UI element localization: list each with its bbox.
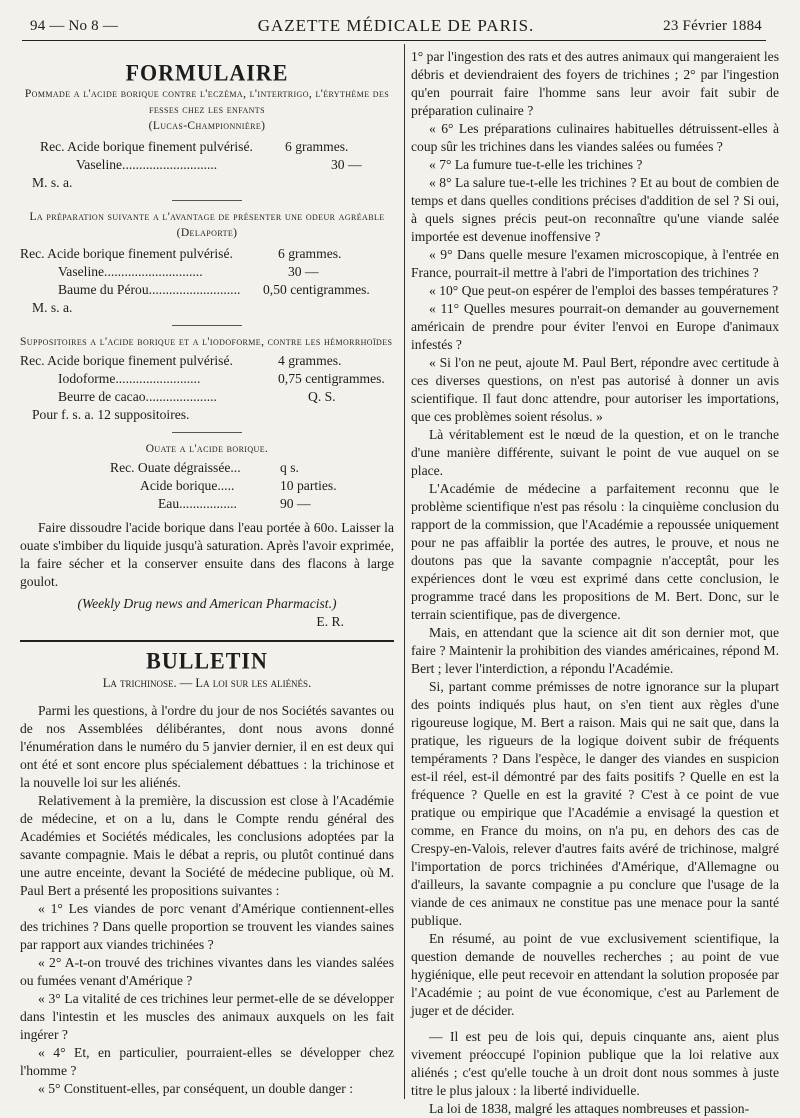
bulletin-paragraph: « 1° Les viandes de porc venant d'Amérique contiennent-elles des trichines ? Dans quelle proportion se trouvent les viandes saines par rapport aux viandes trichinées ? (20, 901, 394, 952)
bulletin-paragraph: Relativement à la première, la discussion est close à l'Académie de médecine, et on a lu, dans le Compte rendu général des Académies et Sociétés médicales, les conclusions adoptées par la savante compagnie. Mais le débat a repris, ou plutôt continué dans une autre enceinte, devant la Société de médecine publique, où M. Paul Bert a présenté les propositions suivantes : (20, 793, 394, 898)
bulletin-paragraph: Parmi les questions, à l'ordre du jour de nos Sociétés savantes ou de nos Assemblées délibérantes, dont nous avons donné l'énumération dans le numéro du 5 janvier dernier, il en est deux qui ont été et sont encore plus spécialement débattues : la trichinose et la nouvelle loi sur les aliénés. (20, 703, 394, 790)
rx1-line: M. s. a. (32, 175, 73, 190)
bulletin-paragraph: « 9° Dans quelle mesure l'examen microscopique, à l'entrée en France, pourrait-il mettre à l'abri de l'importation des trichines ? (411, 247, 779, 280)
bulletin-paragraph: 1° par l'ingestion des rats et des autres animaux qui mangeraient les débris et deviendraient des foyers de trichines ; 2° par l'ingestion qu'en pourrait faire l'homme sans leur avoir fait subir de préparation culinaire ? (411, 49, 779, 118)
rx1-line: Rec. Acide borique finement pulvérisé. 6 grammes. (40, 139, 349, 154)
formulaire-signature: E. R. (316, 614, 344, 629)
column-divider (404, 44, 405, 1099)
left-column (20, 50, 394, 1098)
rx3-line: Pour f. s. a. 12 suppositoires. (32, 407, 190, 422)
separator (172, 200, 242, 201)
rx4-heading: Ouate a l'acide borique. (145, 443, 269, 455)
rx2-author: (Delaporte) (176, 227, 238, 239)
rx2-list (20, 245, 394, 317)
rx3-line: Iodoforme......................... 0,75 centigrammes. (58, 371, 385, 386)
rx3-heading: Suppositoires a l'acide borique et a l'iodoforme, contre les hémorrhoïdes (20, 336, 393, 348)
rx3-line: Beurre de cacao..................... Q. S. (58, 389, 336, 404)
formulaire-title: FORMULAIRE (125, 59, 289, 86)
rx4-instructions: Faire dissoudre l'acide borique dans l'eau portée à 60o. Laisser la ouate s'imbiber du liquide jusqu'à saturation. Après l'avoir exprimée, la faire sécher et la conserver ensuite dans des flacons à large goulot. (20, 520, 394, 589)
bulletin-title: BULLETIN (146, 647, 268, 674)
rx1-line: Vaseline............................ 30 — (76, 157, 362, 172)
rx4-line: Acide borique..... 10 parties. (140, 478, 337, 493)
bulletin-paragraph: « Si l'on ne peut, ajoute M. Paul Bert, répondre avec certitude à ces diverses questions, on n'est pas autorisé à donner un avis scientifique. Il faut donc attendre, pour autoriser les importations, que ces problèmes soient résolus. » (411, 355, 779, 424)
bulletin-paragraph: « 5° Constituent-elles, par conséquent, un double danger : (38, 1081, 353, 1096)
bulletin-paragraph: « 3° La vitalité de ces trichines leur permet-elle de se développer dans l'intestin et les muscles des animaux auxquels on les fait ingérer ? (20, 991, 394, 1042)
bulletin-paragraph: Mais, en attendant que la science ait dit son dernier mot, que faire ? Maintenir la prohibition des viandes américaines, répond M. Bert ; lever l'interdiction, a répondu l'Académie. (411, 625, 779, 676)
bulletin-paragraph: « 11° Quelles mesures pourrait-on demander au gouvernement américain de prendre pour éviter l'envoi en Europe d'animaux infestés ? (411, 301, 779, 352)
page-header (30, 14, 762, 42)
rx4-source: (Weekly Drug news and American Pharmacist.) (77, 596, 337, 611)
rx4-line: Rec. Ouate dégraissée... q s. (110, 460, 299, 475)
bulletin-paragraph: Si, partant comme prémisses de notre ignorance sur la plupart des points indiqués plus haut, on s'en tient aux règles d'une rigoureuse logique, M. Bert a raison. Mais qui ne sait que, dans la pratique, les rigueurs de la logique doivent subir de fréquents tempéraments ? Dans l'espèce, le danger des viandes en suspicion est-il réel, est-il démontré par des faits positifs ? Quelle en est la fréquence ? Quelle en est la gravité ? C'est à ce point de vue pratique ou empirique que l'Académie a envisagé la question et comme, en France du moins, on n'a pu, en dehors des cas de Crespy-en-Valois, relever d'autres faits avéré de trichinose, malgré l'importation de porcs trichinées d'Amérique, d'Allemagne ou d'ailleurs, la savante compagnie a pu conclure que l'usage de la viande de ces animaux ne constitue pas une menace pour la santé publique. (411, 679, 779, 928)
rx1-list (20, 138, 394, 192)
rx2-heading: La préparation suivante a l'avantage de présenter une odeur agréable (29, 211, 385, 223)
rx2-line: Baume du Pérou........................... 0,50 centigrammes. (58, 282, 370, 297)
bulletin-paragraph: « 4° Et, en particulier, pourraient-elles se développer chez l'homme ? (20, 1045, 394, 1078)
rx4-list (20, 459, 394, 513)
bulletin-paragraph: La loi de 1838, malgré les attaques nombreuses et passion- (429, 1101, 750, 1116)
bulletin-paragraph: « 6° Les préparations culinaires habituelles détruissent-elles à coup sûr les trichines dans les viandes salées ou fumées ? (411, 121, 779, 154)
rx2-line: Vaseline............................. 30 — (58, 264, 319, 279)
journal-title: GAZETTE MÉDICALE DE PARIS. (257, 16, 535, 35)
bulletin-paragraph: « 7° La fumure tue-t-elle les trichines ? (429, 157, 643, 172)
bulletin-subtitle: La trichinose. — La loi sur les aliénés. (102, 676, 312, 690)
separator (172, 325, 242, 326)
rx2-line: M. s. a. (32, 300, 73, 315)
rx3-list (20, 352, 394, 424)
separator (172, 432, 242, 433)
right-column (411, 48, 779, 1118)
header-rule (22, 40, 766, 41)
rx1-heading: Pommade a l'acide borique contre l'eczéma, l'intertrigo, l'érythème des fesses chez les enfants (24, 88, 390, 116)
section-rule (20, 640, 394, 642)
rx2-line: Rec. Acide borique finement pulvérisé. 6 grammes. (20, 246, 342, 261)
issue-date: 23 Février 1884 (663, 18, 762, 34)
rx1-author: (Lucas-Championnière) (148, 120, 266, 132)
bulletin-paragraph: En résumé, au point de vue exclusivement scientifique, la question demande de nouvelles recherches ; au point de vue hygiénique, elle peut recevoir en attendant la solution proposée par l'Académie ; au point de vue économique, c'est au Parlement de juger et de décider. (411, 931, 779, 1018)
rx4-line: Eau................. 90 — (158, 496, 311, 511)
bulletin-paragraph: Là véritablement est le nœud de la question, et on le tranche d'une manière différente, suivant le point de vue auquel on se place. (411, 427, 779, 478)
rx3-line: Rec. Acide borique finement pulvérisé. 4 grammes. (20, 353, 342, 368)
bulletin-paragraph: « 10° Que peut-on espérer de l'emploi des basses températures ? (429, 283, 779, 298)
bulletin-paragraph: — Il est peu de lois qui, depuis cinquante ans, aient plus vivement préoccupé l'opinion publique que la loi relative aux aliénés ; c'est qu'elle touche à un droit dont nous sommes à juste titre le plus jaloux : la liberté individuelle. (411, 1029, 779, 1098)
bulletin-paragraph: « 8° La salure tue-t-elle les trichines ? Et au bout de combien de temps et dans quelles conditions précises d'addition de sel ? Si oui, à quels signes précis peut-on reconnaître qu'une viande salée importée est devenue inoffensive ? (411, 175, 779, 244)
page-number: 94 — No 8 — (30, 18, 119, 34)
bulletin-paragraph: L'Académie de médecine a parfaitement reconnu que le problème scientifique n'est pas résolu : la cinquième conclusion du rapport de la commission, que l'Académie a repoussée uniquement pour ne pas affaiblir la portée des autres, le prouve, et nous ne doutons pas que la savante compagnie n'acceptât, pour les expériences dont le vœu est exprimé dans cette conclusion, le programme tracé dans les propositions de M. Bert. Donc, sur le terrain scientifique, pas de divergence. (411, 481, 779, 622)
bulletin-paragraph: « 2° A-t-on trouvé des trichines vivantes dans les viandes salées ou fumées venant d'Amérique ? (20, 955, 394, 988)
